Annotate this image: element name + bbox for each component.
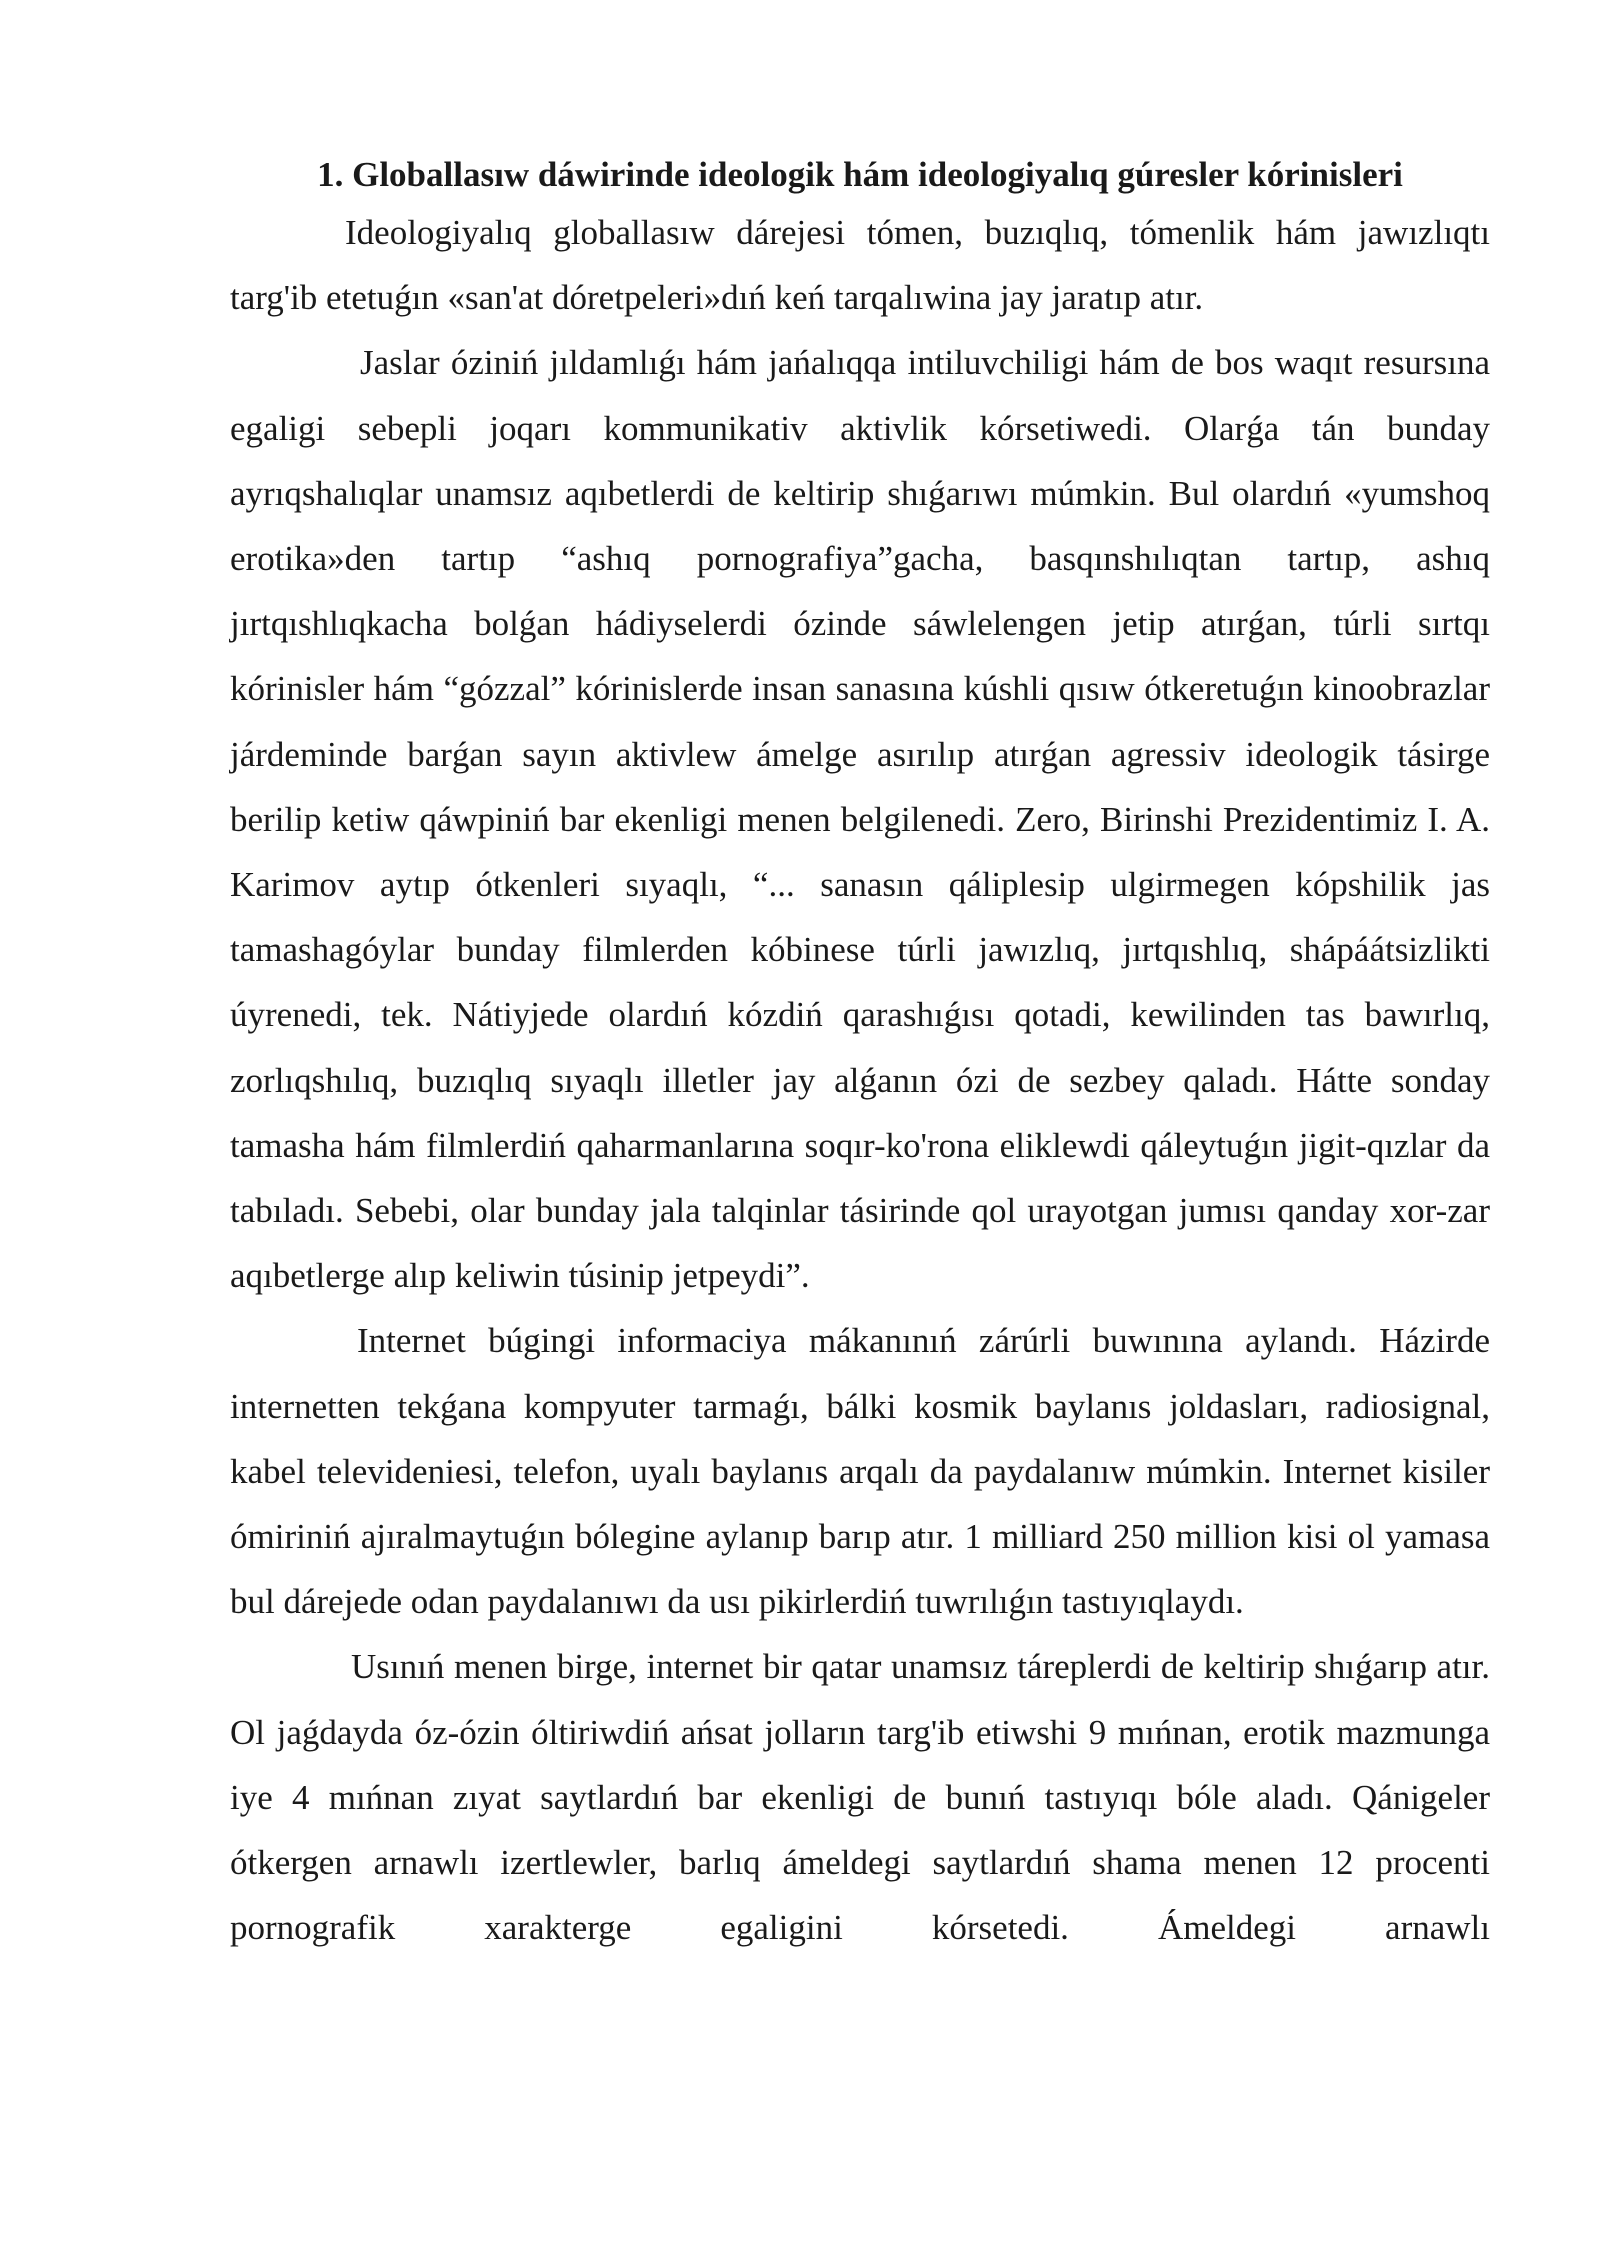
document-page <box>230 150 1490 1960</box>
paragraph-4: Usınıń menen birge, internet bir qatar unamsız táreplerdi de keltirip shıǵarıp atır. Ol jaǵdayda óz-ózin óltiriwdiń ańsat jolların targ'ib etiwshi 9 mıńnan, erotik mazmunga iye 4 mıńnan zıyat saytlardıń bar ekenligi de bunıń tastıyıqı bóle aladı. Qánigeler ótkergen arnawlı izertlewler, barlıq ámeldegi saytlardıń shama menen 12 procenti pornografik xarakterge egaligini kórsetedi. Ámeldegi arnawlı <box>230 1647 1490 1948</box>
paragraph-2: Jaslar óziniń jıldamlıǵı hám jańalıqqa intiluvchiligi hám de bos waqıt resursına egaligi sebepli joqarı kommunikativ aktivlik kórsetiwedi. Olarǵa tán bunday ayrıqshalıqlar unamsız aqıbetlerdi de keltirip shıǵarıwı múmkin. Bul olardıń «yumshoq erotika»den tartıp “ashıq pornografiya”gacha, basqınshılıqtan tartıp, ashıq jırtqıshlıqkacha bolǵan hádiyselerdi ózinde sáwlelengen jetip atırǵan, túrli sırtqı kórinisler hám “gózzal” kórinislerde insan sanasına kúshli qısıw ótkeretuǵın kinoobrazlar járdeminde barǵan sayın aktivlew ámelge asırılıp atırǵan agressiv ideologik tásirge berilip ketiw qáwpiniń bar ekenligi menen belgilenedi. Zero, Birinshi Prezidentimiz I. A. Karimov aytıp ótkenleri sıyaqlı, “... sanasın qáliplesip ulgirmegen kópshilik jas tamashagóylar bunday filmlerden kóbinese túrli jawızlıq, jırtqıshlıq, shápáátsizlikti úyrenedi, tek. Nátiyjede olardıń kózdiń qarashıǵısı qotadi, kewilinden tas bawırlıq, zorlıqshılıq, buzıqlıq sıyaqlı illetler jay alǵanın ózi de sezbey qaladı. Hátte sonday tamasha hám filmlerdiń qaharmanlarına soqır-ko'rona eliklewdi qáleytuǵın jigit-qızlar da tabıladı. Sebebi, olar bunday jala talqinlar tásirinde qol urayotgan jumısı qanday xor-zar aqıbetlerge alıp keliwin túsinip jetpeydi”. <box>230 343 1490 1296</box>
paragraph-3: Internet búgingi informaciya mákanınıń zárúrli buwınına aylandı. Házirde internetten tekǵana kompyuter tarmaǵı, bálki kosmik baylanıs joldasları, radiosignal, kabel televideniesi, telefon, uyalı baylanıs arqalı da paydalanıw múmkin. Internet kisiler ómiriniń ajıralmaytuǵın bólegine aylanıp barıp atır. 1 milliard 250 million kisi ol yamasa bul dárejede odan paydalanıwı da usı pikirlerdiń tuwrılıǵın tastıyıqlaydı. <box>230 1321 1490 1622</box>
section-heading: 1. Globallasıw dáwirinde ideologik hám ideologiyalıq gúresler kórinisleri <box>317 155 1403 194</box>
paragraph-1: Ideologiyalıq globallasıw dárejesi tómen, buzıqlıq, tómenlik hám jawızlıqtı targ'ib etetuǵın «san'at dóretpeleri»dıń keń tarqalıwina jay jaratıp atır. <box>230 213 1490 318</box>
